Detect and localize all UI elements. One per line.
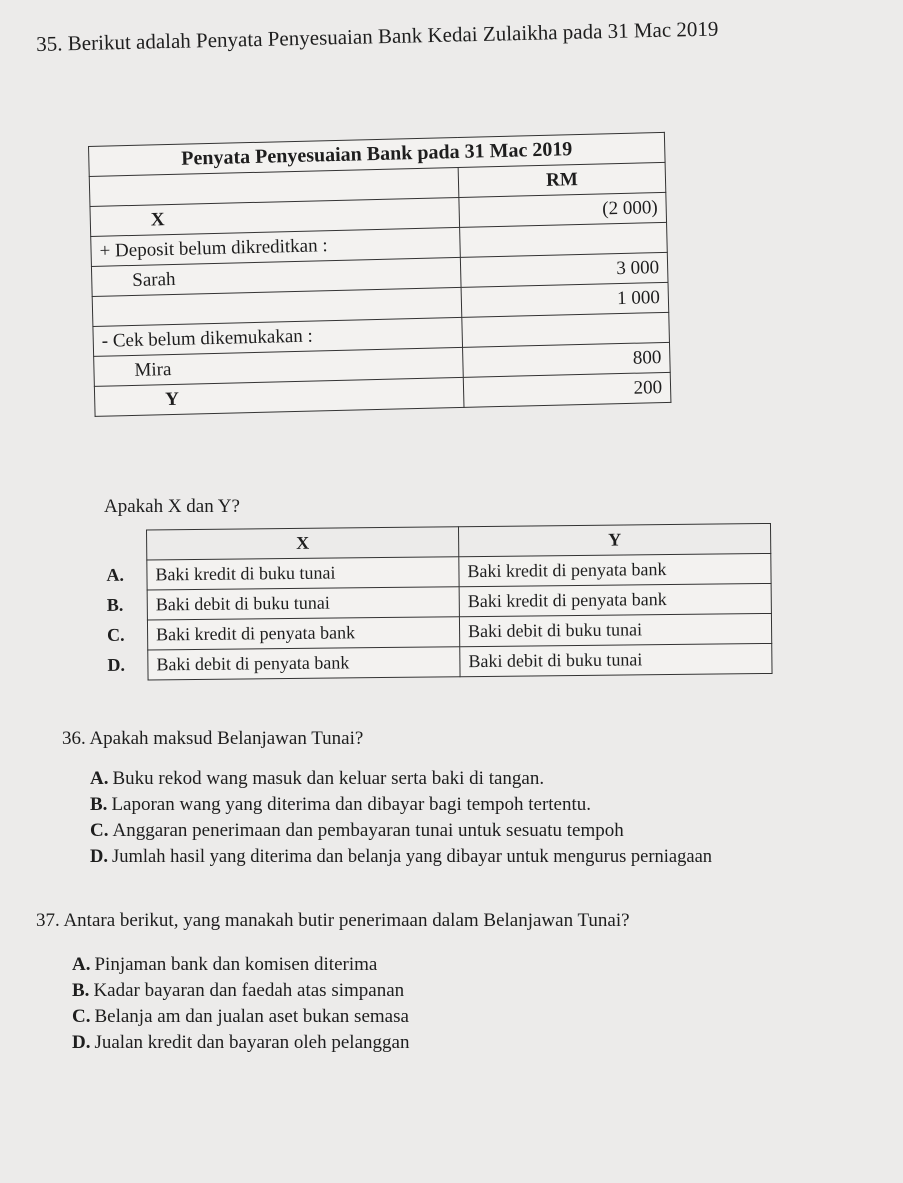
choice-letter: A. [90,768,109,789]
choice-text: Kadar bayaran dan faedah atas simpanan [93,980,405,1001]
choice-text: Anggaran penerimaan dan pembayaran tunai untuk sesuatu tempoh [112,820,624,841]
option-y-value: Baki kredit di penyata bank [459,553,771,586]
currency-label: RM [458,162,666,197]
question-37 [36,908,630,1056]
option-letter: C. [106,624,125,645]
options-header-x: X [147,527,459,560]
choice-letter: B. [90,794,108,815]
statement-row-label: X [90,197,460,236]
option-x-value: Baki kredit di buku tunai [147,557,459,590]
statement-row-amount: 800 [463,342,671,377]
statement-row-amount: (2 000) [459,192,667,227]
question-37-choice-b[interactable] [72,978,630,1004]
choice-letter: A. [72,954,91,975]
choice-text: Belanja am dan jualan aset bukan semasa [94,1006,409,1027]
statement-row-label: Sarah [91,257,461,296]
option-letter: D. [107,654,126,675]
question-37-choice-c[interactable] [72,1004,630,1030]
option-row-d[interactable] [99,643,772,680]
question-37-choice-d[interactable] [72,1030,630,1056]
statement-heading: Penyata Penyesuaian Bank pada 31 Mac 2019 [89,132,666,176]
option-y-value: Baki kredit di penyata bank [459,583,771,616]
choice-text: Buku rekod wang masuk dan keluar serta baki di tangan. [112,768,545,789]
statement-row-amount: 3 000 [460,252,668,287]
option-y-value: Baki debit di buku tunai [460,643,772,676]
choice-letter: D. [90,847,108,867]
question-36-stem: 36. Apakah maksud Belanjawan Tunai? [62,728,364,749]
statement-row-label: + Deposit belum dikreditkan : [91,227,461,266]
choice-letter: C. [90,820,109,841]
choice-letter: C. [72,1006,91,1027]
question-35-prompt: Apakah X dan Y? [104,496,240,517]
option-x-value: Baki debit di buku tunai [147,587,459,620]
statement-row-label: Mira [94,347,464,386]
choice-text: Laporan wang yang diterima dan dibayar bagi tempoh tertentu. [111,794,592,815]
question-36-choice-d[interactable] [90,844,712,870]
question-36 [62,726,712,870]
statement-row-amount: 1 000 [461,282,669,317]
option-x-value: Baki kredit di penyata bank [147,617,459,650]
question-36-choice-b[interactable] [90,792,712,818]
question-36-choice-c[interactable] [90,818,712,844]
option-letter: B. [106,594,124,615]
options-header-y: Y [458,523,770,556]
choice-text: Jualan kredit dan bayaran oleh pelanggan [94,1032,410,1053]
choice-letter: D. [72,1032,91,1053]
choice-text: Jumlah hasil yang diterima dan belanja yang dibayar untuk mengurus perniagaan [112,847,713,867]
question-35-options [98,523,773,681]
statement-row-amount: 200 [463,372,671,407]
question-36-choice-a[interactable] [90,766,712,792]
statement-row-label: Y [94,377,464,416]
question-37-stem: 37. Antara berikut, yang manakah butir penerimaan dalam Belanjawan Tunai? [36,910,630,931]
choice-letter: B. [72,980,90,1001]
statement-row-label: - Cek belum dikemukakan : [93,317,463,356]
bank-reconciliation-statement [88,132,671,417]
option-y-value: Baki debit di buku tunai [459,613,771,646]
choice-text: Pinjaman bank dan komisen diterima [94,954,378,975]
question-35-title: 35. Berikut adalah Penyata Penyesuaian Bank Kedai Zulaikha pada 31 Mac 2019 [36,16,719,56]
question-37-choice-a[interactable] [72,952,630,978]
option-letter: A. [106,564,125,585]
option-x-value: Baki debit di penyata bank [148,647,460,680]
